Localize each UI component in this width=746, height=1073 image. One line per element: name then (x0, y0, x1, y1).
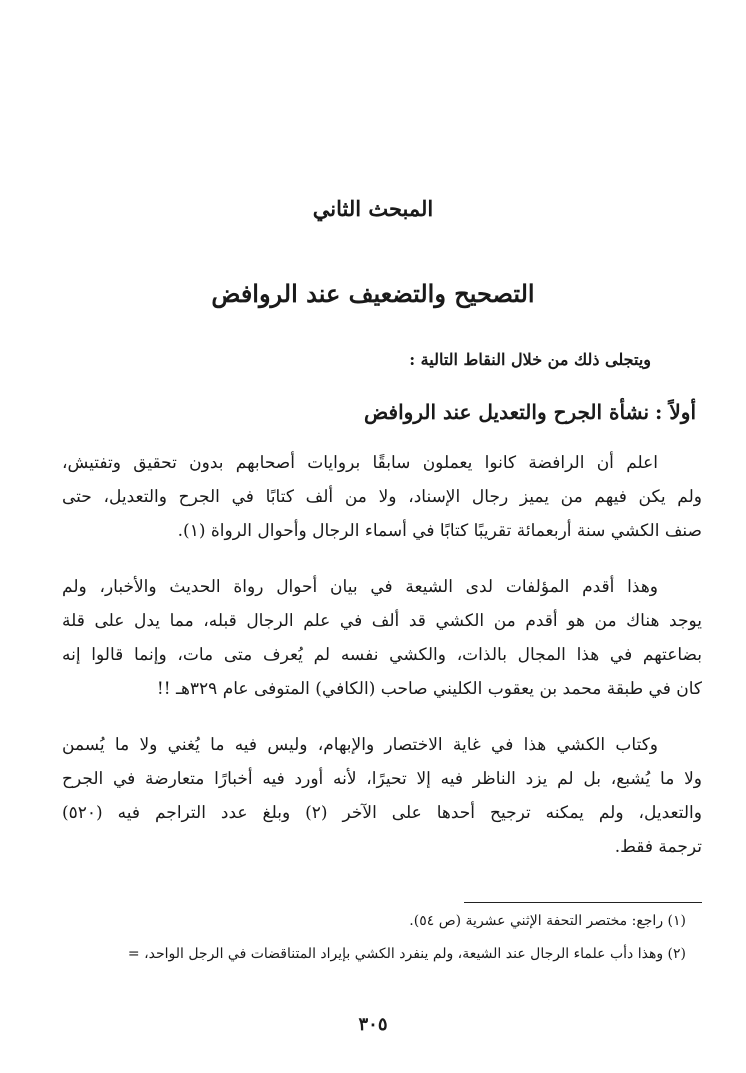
subheading-text: نشأة الجرح والتعديل عند الروافض (364, 400, 650, 424)
subheading-prefix: أولاً : (655, 400, 696, 424)
paragraph-line: ولا ما يُشبع، بل لم يزد الناظر فيه إلا تحيرًا، لأنه أورد فيه أخبارًا متعارضة في الجرح (62, 769, 702, 789)
paragraph-line: اعلم أن الرافضة كانوا يعملون سابقًا بروايات أصحابهم بدون تحقيق وتفتيش، (62, 453, 658, 473)
paragraph-line: كان في طبقة محمد بن يعقوب الكليني صاحب (الكافي) المتوفى عام ٣٢٩هـ !! (156, 679, 702, 699)
paragraph-3 (62, 728, 702, 864)
paragraph-line: وكتاب الكشي هذا في غاية الاختصار والإبهام، وليس فيه ما يُغني ولا ما يُسمن (62, 735, 658, 755)
chapter-title: المبحث الثاني (312, 196, 434, 221)
footnote-divider (464, 902, 702, 903)
intro-sentence: ويتجلى ذلك من خلال النقاط التالية : (409, 350, 651, 369)
paragraph-1 (62, 446, 702, 548)
paragraph-line: صنف الكشي سنة أربعمائة تقريبًا كتابًا في أسماء الرجال وأحوال الرواة (١). (177, 521, 702, 541)
footnote-1: (١) راجع: مختصر التحفة الإثني عشرية (ص ٥٤). (409, 913, 686, 929)
section-title: التصحيح والتضعيف عند الروافض (211, 279, 535, 308)
paragraph-line: يوجد هناك من هو أقدم من الكشي قد ألف في علم الرجال قبله، مما يدل على قلة (62, 611, 702, 631)
paragraph-line: ولم يكن فيهم من يميز رجال الإسناد، ولا من ألف كتابًا في الجرح والتعديل، حتى (62, 487, 702, 507)
subheading (364, 400, 696, 424)
paragraph-line: بضاعتهم في هذا المجال بالذات، والكشي نفسه لم يُعرف متى مات، وإنما قالوا إنه (62, 645, 702, 665)
paragraph-line: والتعديل، ولم يمكنه ترجيح أحدها على الآخر (٢) وبلغ عدد التراجم فيه (٥٢٠) (62, 803, 702, 823)
paragraph-2 (62, 570, 702, 706)
paragraph-line: ترجمة فقط. (614, 837, 702, 857)
footnote-2: (٢) وهذا دأب علماء الرجال عند الشيعة، ولم ينفرد الكشي بإيراد المتناقضات في الرجل الواحد، = (127, 946, 686, 962)
page-number: ٣٠٥ (358, 1014, 388, 1035)
paragraph-line: وهذا أقدم المؤلفات لدى الشيعة في بيان أحوال رواة الحديث والأخبار، ولم (62, 577, 658, 597)
